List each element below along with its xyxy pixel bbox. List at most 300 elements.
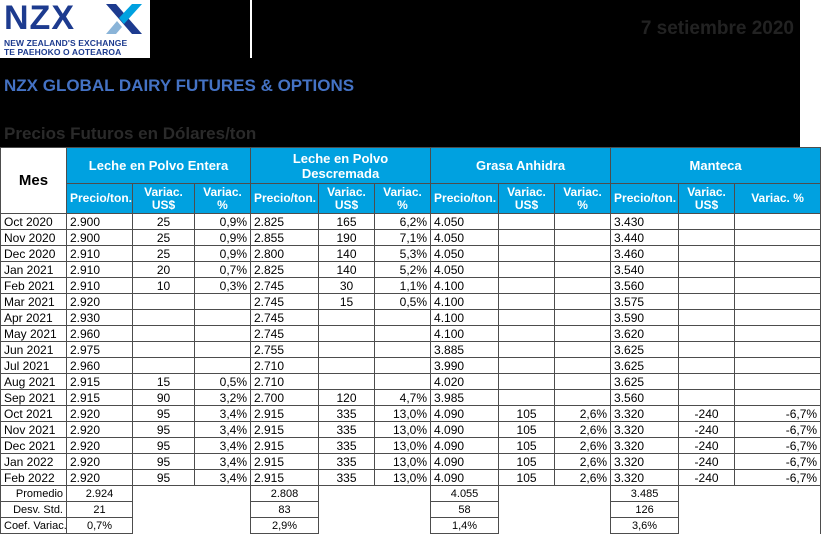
value-cell: 90 xyxy=(133,390,195,406)
logo-x-mark-icon xyxy=(104,2,144,36)
value-cell xyxy=(679,390,735,406)
title-band xyxy=(0,58,800,120)
value-cell: 15 xyxy=(133,374,195,390)
value-cell: 140 xyxy=(319,262,375,278)
month-cell: May 2021 xyxy=(1,326,67,342)
table-row xyxy=(1,422,821,438)
value-cell: 95 xyxy=(133,470,195,486)
value-cell: 3.320 xyxy=(611,470,679,486)
value-cell: 3.560 xyxy=(611,390,679,406)
month-cell: Nov 2020 xyxy=(1,230,67,246)
value-cell: 335 xyxy=(319,438,375,454)
value-cell: 20 xyxy=(133,262,195,278)
value-cell xyxy=(735,246,821,262)
value-cell xyxy=(735,326,821,342)
sub-header-var-pct: Variac. % xyxy=(375,184,431,214)
value-cell xyxy=(555,342,611,358)
value-cell: 2,6% xyxy=(555,470,611,486)
sub-header-var-usd: Variac. US$ xyxy=(133,184,195,214)
value-cell: 2.800 xyxy=(251,246,319,262)
value-cell: 3.990 xyxy=(431,358,499,374)
value-cell: 2,6% xyxy=(555,406,611,422)
value-cell: 3.590 xyxy=(611,310,679,326)
value-cell: 3,4% xyxy=(195,454,251,470)
value-cell: 0,5% xyxy=(195,374,251,390)
value-cell: 3.575 xyxy=(611,294,679,310)
value-cell xyxy=(735,262,821,278)
value-cell xyxy=(319,374,375,390)
value-cell xyxy=(679,262,735,278)
table-row xyxy=(1,278,821,294)
table-row xyxy=(1,342,821,358)
value-cell xyxy=(555,278,611,294)
value-cell xyxy=(133,294,195,310)
stat-blank xyxy=(319,502,431,518)
value-cell: 2.915 xyxy=(251,470,319,486)
sub-header-price: Precio/ton. xyxy=(67,184,133,214)
value-cell: -6,7% xyxy=(735,470,821,486)
value-cell: 3.885 xyxy=(431,342,499,358)
table-body xyxy=(1,214,821,534)
value-cell xyxy=(679,374,735,390)
value-cell: 0,7% xyxy=(195,262,251,278)
value-cell: -240 xyxy=(679,422,735,438)
stat-blank xyxy=(679,486,821,502)
value-cell xyxy=(319,326,375,342)
sub-header-var-usd: Variac. US$ xyxy=(679,184,735,214)
value-cell: 2.900 xyxy=(67,230,133,246)
value-cell xyxy=(319,358,375,374)
value-cell xyxy=(133,358,195,374)
logo-wordmark: NZX xyxy=(4,0,75,37)
stat-value: 2.808 xyxy=(251,486,319,502)
value-cell: 2.745 xyxy=(251,326,319,342)
value-cell: 335 xyxy=(319,454,375,470)
table-row xyxy=(1,358,821,374)
value-cell: 2.710 xyxy=(251,374,319,390)
value-cell: 95 xyxy=(133,438,195,454)
value-cell: 4.050 xyxy=(431,246,499,262)
value-cell: 3.540 xyxy=(611,262,679,278)
stat-blank xyxy=(499,486,611,502)
value-cell: 3,2% xyxy=(195,390,251,406)
value-cell xyxy=(555,326,611,342)
value-cell: 4.100 xyxy=(431,278,499,294)
table-row xyxy=(1,246,821,262)
value-cell: 13,0% xyxy=(375,454,431,470)
futures-price-table xyxy=(0,147,821,534)
value-cell: 4.090 xyxy=(431,406,499,422)
value-cell: -6,7% xyxy=(735,454,821,470)
value-cell: 140 xyxy=(319,246,375,262)
header-group-anhydrous-milk-fat: Grasa Anhidra xyxy=(431,148,611,184)
value-cell xyxy=(735,214,821,230)
value-cell: 105 xyxy=(499,470,555,486)
stat-blank xyxy=(319,518,431,534)
value-cell: 25 xyxy=(133,246,195,262)
value-cell: 2.745 xyxy=(251,310,319,326)
value-cell xyxy=(555,310,611,326)
month-cell: Apr 2021 xyxy=(1,310,67,326)
value-cell: 3,4% xyxy=(195,438,251,454)
value-cell: -6,7% xyxy=(735,438,821,454)
value-cell: 2.755 xyxy=(251,342,319,358)
value-cell: 4.020 xyxy=(431,374,499,390)
sub-header-var-usd: Variac. US$ xyxy=(319,184,375,214)
value-cell xyxy=(735,374,821,390)
value-cell: 4.100 xyxy=(431,326,499,342)
stat-blank xyxy=(499,502,611,518)
stat-blank xyxy=(133,518,251,534)
value-cell: 5,3% xyxy=(375,246,431,262)
value-cell: 105 xyxy=(499,422,555,438)
value-cell: 2.920 xyxy=(67,470,133,486)
value-cell xyxy=(195,294,251,310)
month-cell: Jan 2021 xyxy=(1,262,67,278)
value-cell xyxy=(375,310,431,326)
value-cell: 105 xyxy=(499,438,555,454)
value-cell: 10 xyxy=(133,278,195,294)
value-cell xyxy=(195,310,251,326)
nzx-logo xyxy=(0,0,150,58)
value-cell: 2.960 xyxy=(67,358,133,374)
month-cell: Feb 2021 xyxy=(1,278,67,294)
value-cell xyxy=(679,310,735,326)
value-cell: 2.915 xyxy=(67,374,133,390)
value-cell: 2.825 xyxy=(251,262,319,278)
value-cell xyxy=(735,230,821,246)
month-cell: Dec 2020 xyxy=(1,246,67,262)
value-cell: 6,2% xyxy=(375,214,431,230)
value-cell xyxy=(679,246,735,262)
value-cell xyxy=(679,294,735,310)
value-cell: 2.910 xyxy=(67,262,133,278)
value-cell: 2.710 xyxy=(251,358,319,374)
stat-row xyxy=(1,486,821,502)
value-cell: 335 xyxy=(319,406,375,422)
value-cell: 2,6% xyxy=(555,422,611,438)
value-cell: 4.090 xyxy=(431,422,499,438)
stat-blank xyxy=(679,502,821,518)
value-cell: 2.975 xyxy=(67,342,133,358)
header-group-skim-milk-powder: Leche en Polvo Descremada xyxy=(251,148,431,184)
value-cell: 0,5% xyxy=(375,294,431,310)
value-cell: -240 xyxy=(679,454,735,470)
value-cell xyxy=(499,214,555,230)
header-date-area xyxy=(252,0,800,58)
stat-value: 83 xyxy=(251,502,319,518)
stat-value: 3.485 xyxy=(611,486,679,502)
value-cell xyxy=(735,310,821,326)
month-cell: Mar 2021 xyxy=(1,294,67,310)
month-cell: Jun 2021 xyxy=(1,342,67,358)
value-cell: 105 xyxy=(499,454,555,470)
value-cell xyxy=(735,294,821,310)
value-cell: 105 xyxy=(499,406,555,422)
header-black-block xyxy=(150,0,250,58)
value-cell: -240 xyxy=(679,470,735,486)
value-cell: 2.930 xyxy=(67,310,133,326)
value-cell xyxy=(375,374,431,390)
value-cell: 0,9% xyxy=(195,246,251,262)
value-cell: 2,6% xyxy=(555,454,611,470)
value-cell: 2.745 xyxy=(251,294,319,310)
value-cell xyxy=(499,294,555,310)
value-cell: 4.050 xyxy=(431,230,499,246)
sub-header-price: Precio/ton. xyxy=(611,184,679,214)
value-cell: 2,6% xyxy=(555,438,611,454)
value-cell: 2.915 xyxy=(251,438,319,454)
sub-header-var-pct: Variac. % xyxy=(195,184,251,214)
stat-blank xyxy=(679,518,821,534)
value-cell: 4.090 xyxy=(431,438,499,454)
sub-header-var-pct: Variac. % xyxy=(735,184,821,214)
stat-label: Coef. Variac. xyxy=(1,518,67,534)
month-cell: Aug 2021 xyxy=(1,374,67,390)
value-cell: -240 xyxy=(679,406,735,422)
sub-header-row xyxy=(1,184,821,214)
value-cell: 190 xyxy=(319,230,375,246)
value-cell: 3.625 xyxy=(611,358,679,374)
value-cell xyxy=(195,342,251,358)
value-cell: 3.625 xyxy=(611,374,679,390)
value-cell xyxy=(555,214,611,230)
value-cell xyxy=(133,310,195,326)
value-cell: 2.915 xyxy=(251,454,319,470)
value-cell: 3,4% xyxy=(195,406,251,422)
value-cell: 3.985 xyxy=(431,390,499,406)
value-cell: 2.745 xyxy=(251,278,319,294)
value-cell: 25 xyxy=(133,214,195,230)
value-cell xyxy=(735,390,821,406)
value-cell xyxy=(555,246,611,262)
value-cell xyxy=(679,278,735,294)
value-cell: -240 xyxy=(679,438,735,454)
value-cell xyxy=(735,342,821,358)
value-cell: 3,4% xyxy=(195,470,251,486)
value-cell: 4.090 xyxy=(431,454,499,470)
value-cell: 15 xyxy=(319,294,375,310)
value-cell: 25 xyxy=(133,230,195,246)
value-cell xyxy=(555,294,611,310)
value-cell: 3.440 xyxy=(611,230,679,246)
report-date: 7 setiembre 2020 xyxy=(640,18,794,39)
value-cell: 2.960 xyxy=(67,326,133,342)
stat-label: Desv. Std. xyxy=(1,502,67,518)
value-cell xyxy=(499,310,555,326)
value-cell: 30 xyxy=(319,278,375,294)
table-row xyxy=(1,214,821,230)
table-row xyxy=(1,262,821,278)
value-cell: 2.910 xyxy=(67,278,133,294)
sub-header-price: Precio/ton. xyxy=(431,184,499,214)
value-cell xyxy=(499,230,555,246)
subtitle-band xyxy=(0,120,800,147)
header-bar xyxy=(0,0,800,58)
value-cell: 2.920 xyxy=(67,454,133,470)
logo-tagline-english: NEW ZEALAND'S EXCHANGE xyxy=(4,38,128,48)
stat-value: 1,4% xyxy=(431,518,499,534)
value-cell: 0,3% xyxy=(195,278,251,294)
value-cell: 3.320 xyxy=(611,406,679,422)
value-cell: 2.915 xyxy=(251,406,319,422)
value-cell xyxy=(195,326,251,342)
value-cell xyxy=(195,358,251,374)
table-row xyxy=(1,230,821,246)
table-row xyxy=(1,470,821,486)
value-cell: 0,9% xyxy=(195,230,251,246)
value-cell xyxy=(499,262,555,278)
stat-value: 0,7% xyxy=(67,518,133,534)
header-group-whole-milk-powder: Leche en Polvo Entera xyxy=(67,148,251,184)
value-cell: 3.460 xyxy=(611,246,679,262)
value-cell: 13,0% xyxy=(375,470,431,486)
value-cell xyxy=(555,374,611,390)
month-cell: Oct 2021 xyxy=(1,406,67,422)
value-cell xyxy=(679,358,735,374)
value-cell: 2.825 xyxy=(251,214,319,230)
value-cell xyxy=(555,358,611,374)
month-cell: Jan 2022 xyxy=(1,454,67,470)
value-cell: 2.700 xyxy=(251,390,319,406)
stat-value: 58 xyxy=(431,502,499,518)
stat-value: 4.055 xyxy=(431,486,499,502)
month-cell: Nov 2021 xyxy=(1,422,67,438)
month-cell: Dec 2021 xyxy=(1,438,67,454)
value-cell xyxy=(133,342,195,358)
table-row xyxy=(1,390,821,406)
stat-blank xyxy=(499,518,611,534)
value-cell: 13,0% xyxy=(375,406,431,422)
value-cell xyxy=(499,326,555,342)
value-cell xyxy=(133,326,195,342)
value-cell: 4.090 xyxy=(431,470,499,486)
header-group-butter: Manteca xyxy=(611,148,821,184)
value-cell: 3,4% xyxy=(195,422,251,438)
month-cell: Jul 2021 xyxy=(1,358,67,374)
value-cell: 7,1% xyxy=(375,230,431,246)
value-cell xyxy=(679,230,735,246)
value-cell: 4.050 xyxy=(431,214,499,230)
value-cell: 95 xyxy=(133,406,195,422)
stat-blank xyxy=(319,486,431,502)
stat-blank xyxy=(133,486,251,502)
value-cell: 335 xyxy=(319,422,375,438)
value-cell: 2.855 xyxy=(251,230,319,246)
stat-label: Promedio xyxy=(1,486,67,502)
stat-row xyxy=(1,502,821,518)
value-cell: 95 xyxy=(133,454,195,470)
value-cell xyxy=(499,342,555,358)
value-cell: 3.560 xyxy=(611,278,679,294)
month-cell: Oct 2020 xyxy=(1,214,67,230)
value-cell: 2.920 xyxy=(67,422,133,438)
month-cell: Sep 2021 xyxy=(1,390,67,406)
value-cell xyxy=(499,374,555,390)
value-cell xyxy=(319,342,375,358)
table-row xyxy=(1,326,821,342)
value-cell xyxy=(375,358,431,374)
month-cell: Feb 2022 xyxy=(1,470,67,486)
table-row xyxy=(1,406,821,422)
stat-value: 2.924 xyxy=(67,486,133,502)
page-title: NZX GLOBAL DAIRY FUTURES & OPTIONS xyxy=(4,76,355,95)
table-row xyxy=(1,294,821,310)
value-cell: 2.920 xyxy=(67,406,133,422)
value-cell: 5,2% xyxy=(375,262,431,278)
header-month: Mes xyxy=(1,148,67,214)
page-subtitle: Precios Futuros en Dólares/ton xyxy=(4,124,257,143)
value-cell: 120 xyxy=(319,390,375,406)
value-cell xyxy=(375,326,431,342)
table-row xyxy=(1,438,821,454)
value-cell xyxy=(499,358,555,374)
value-cell xyxy=(555,230,611,246)
value-cell xyxy=(375,342,431,358)
stat-value: 3,6% xyxy=(611,518,679,534)
value-cell: 95 xyxy=(133,422,195,438)
value-cell: 3.320 xyxy=(611,454,679,470)
sub-header-var-usd: Variac. US$ xyxy=(499,184,555,214)
value-cell: -6,7% xyxy=(735,406,821,422)
value-cell: 2.915 xyxy=(67,390,133,406)
stat-blank xyxy=(133,502,251,518)
value-cell: 2.920 xyxy=(67,294,133,310)
value-cell: 3.320 xyxy=(611,438,679,454)
value-cell: 4.100 xyxy=(431,310,499,326)
sub-header-var-pct: Variac. % xyxy=(555,184,611,214)
value-cell: 2.915 xyxy=(251,422,319,438)
value-cell xyxy=(319,310,375,326)
value-cell: 4.050 xyxy=(431,262,499,278)
stat-value: 2,9% xyxy=(251,518,319,534)
value-cell xyxy=(499,246,555,262)
value-cell xyxy=(499,278,555,294)
table-row xyxy=(1,310,821,326)
table-row xyxy=(1,374,821,390)
value-cell xyxy=(679,326,735,342)
value-cell: 4,7% xyxy=(375,390,431,406)
value-cell: 13,0% xyxy=(375,438,431,454)
value-cell: 4.100 xyxy=(431,294,499,310)
value-cell xyxy=(679,214,735,230)
value-cell: 1,1% xyxy=(375,278,431,294)
value-cell xyxy=(735,278,821,294)
stat-value: 126 xyxy=(611,502,679,518)
value-cell: 3.320 xyxy=(611,422,679,438)
value-cell: 13,0% xyxy=(375,422,431,438)
stat-value: 21 xyxy=(67,502,133,518)
value-cell xyxy=(679,342,735,358)
value-cell: 3.430 xyxy=(611,214,679,230)
value-cell: 0,9% xyxy=(195,214,251,230)
value-cell xyxy=(499,390,555,406)
value-cell: 335 xyxy=(319,470,375,486)
value-cell: 3.620 xyxy=(611,326,679,342)
value-cell: -6,7% xyxy=(735,422,821,438)
value-cell: 3.625 xyxy=(611,342,679,358)
table-row xyxy=(1,454,821,470)
value-cell: 2.900 xyxy=(67,214,133,230)
logo-tagline-maori: TE PAEHOKO O AOTEAROA xyxy=(4,47,122,57)
stat-row xyxy=(1,518,821,534)
value-cell: 2.920 xyxy=(67,438,133,454)
sub-header-price: Precio/ton. xyxy=(251,184,319,214)
value-cell: 2.910 xyxy=(67,246,133,262)
value-cell xyxy=(555,390,611,406)
value-cell xyxy=(735,358,821,374)
value-cell xyxy=(555,262,611,278)
